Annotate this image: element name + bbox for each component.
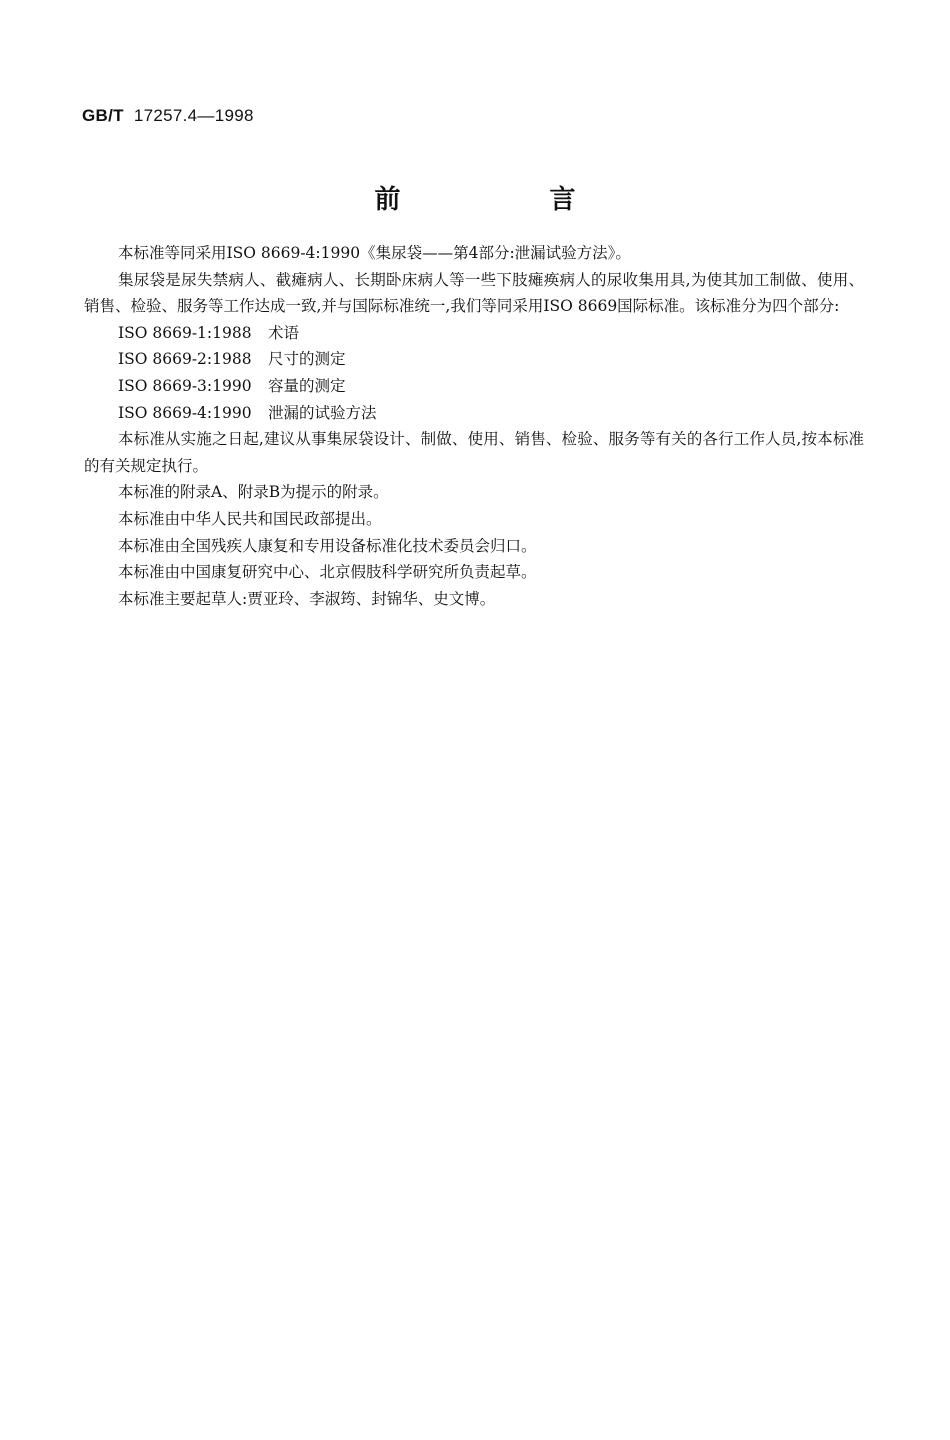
- part-name: 术语: [268, 323, 300, 342]
- list-item: [84, 346, 864, 373]
- paragraph-drafters: 本标准主要起草人:贾亚玲、李淑筠、封锦华、史文博。: [118, 589, 496, 608]
- part-name: 容量的测定: [268, 376, 346, 395]
- standard-code-number: 17257.4—1998: [133, 106, 254, 125]
- part-name: 尺寸的测定: [268, 350, 346, 369]
- list-item: [84, 400, 864, 427]
- page-title: 前 言: [374, 185, 646, 215]
- part-code: ISO 8669-3:1990: [118, 376, 252, 395]
- parts-list: [84, 320, 864, 426]
- paragraph-implementation: 本标准从实施之日起,建议从事集尿袋设计、制做、使用、销售、检验、服务等有关的各行工作人员,按本标准的有关规定执行。: [84, 430, 864, 475]
- part-code: ISO 8669-2:1988: [118, 350, 252, 369]
- standard-code-prefix: GB/T: [82, 106, 124, 125]
- list-item: [84, 320, 864, 347]
- paragraph-committee: 本标准由全国残疾人康复和专用设备标准化技术委员会归口。: [118, 536, 537, 555]
- foreword-body: [84, 240, 864, 612]
- paragraph-adoption: 本标准等同采用ISO 8669-4:1990《集尿袋——第4部分:泄漏试验方法》。: [118, 244, 631, 262]
- paragraph-drafting-org: 本标准由中国康复研究中心、北京假肢科学研究所负责起草。: [118, 563, 537, 582]
- standard-code: [82, 106, 254, 126]
- list-item: [84, 373, 864, 400]
- paragraph-purpose: 集尿袋是尿失禁病人、截瘫病人、长期卧床病人等一些下肢瘫痪病人的尿收集用具,为使其加工制做、使用、销售、检验、服务等工作达成一致,并与国际标准统一,我们等同采用ISO 8669国际标准。该标准分为四个部分:: [84, 270, 864, 316]
- part-code: ISO 8669-1:1988: [118, 323, 252, 342]
- paragraph-appendix: 本标准的附录A、附录B为提示的附录。: [118, 483, 389, 502]
- part-name: 泄漏的试验方法: [268, 403, 377, 422]
- paragraph-proposer: 本标准由中华人民共和国民政部提出。: [118, 509, 382, 528]
- part-code: ISO 8669-4:1990: [118, 403, 252, 422]
